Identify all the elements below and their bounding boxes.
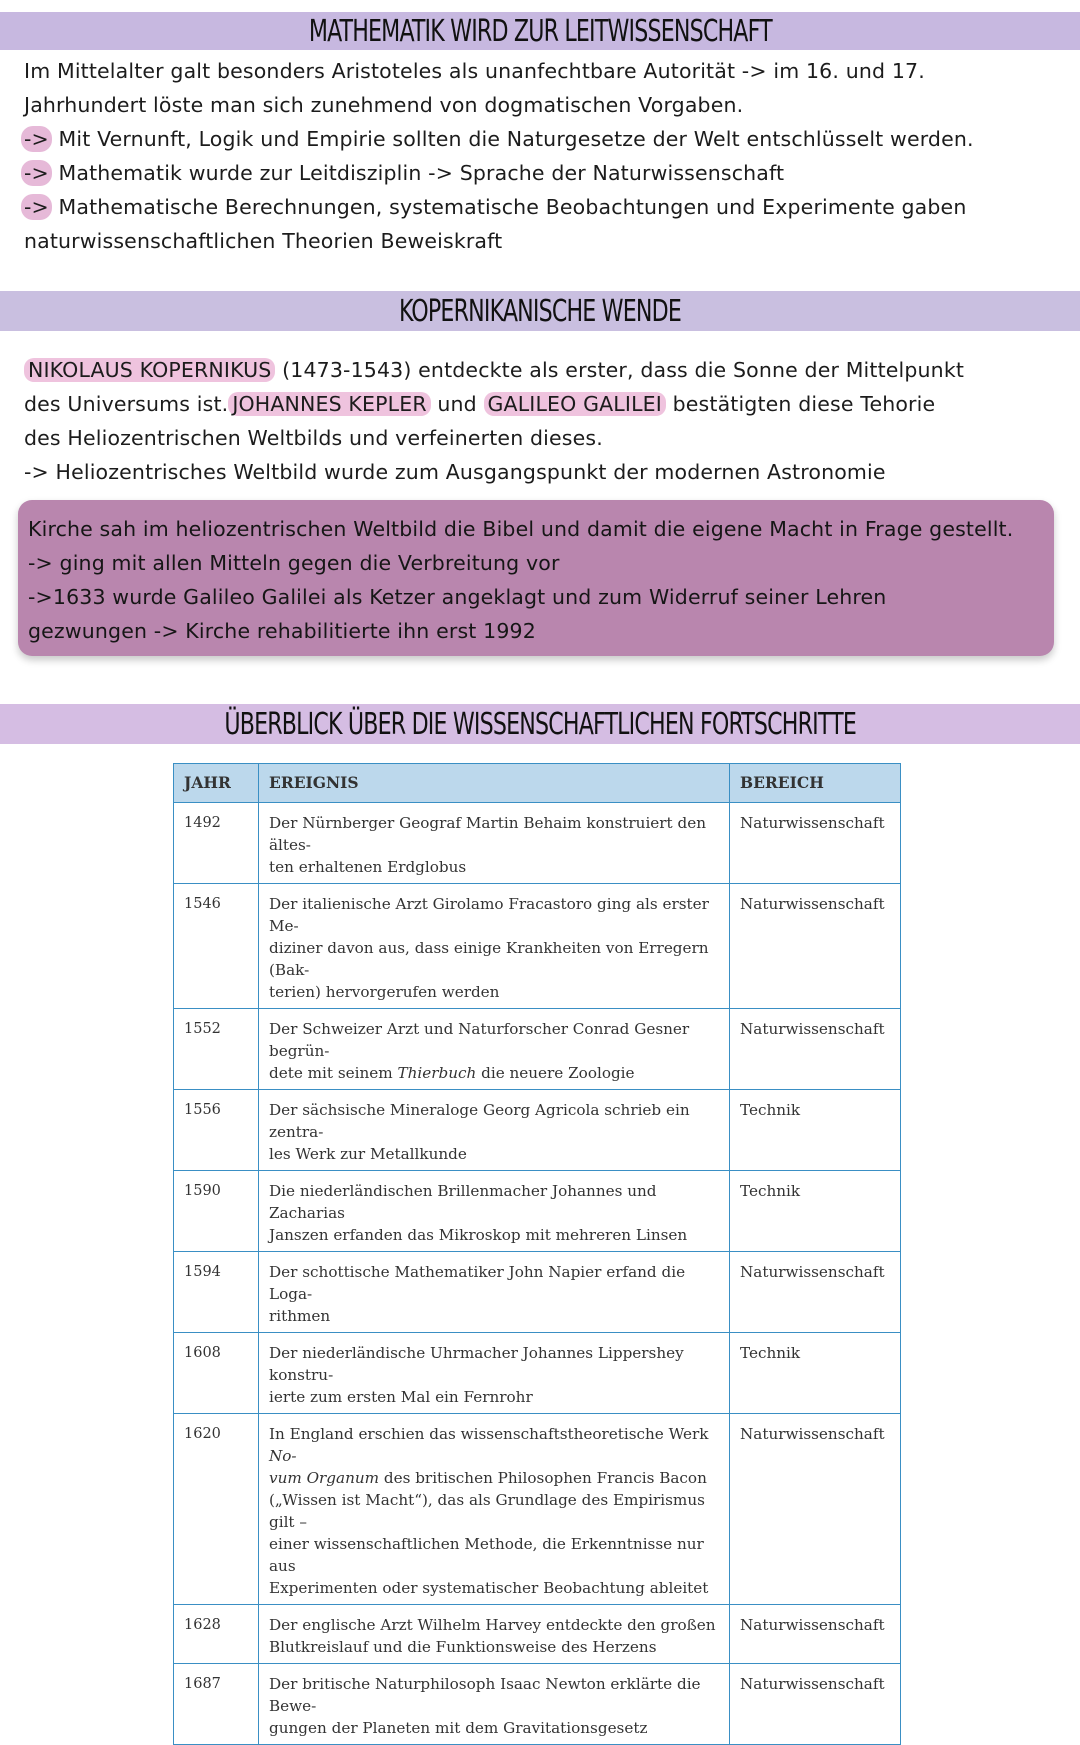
cell-area: Naturwissenschaft	[730, 1414, 901, 1605]
box-line: -> ging mit allen Mitteln gegen die Verbreitung vor	[28, 551, 560, 575]
table-header-row	[174, 764, 901, 803]
table-row	[174, 803, 901, 884]
bullet-text: Mathematische Berechnungen, systematische Beobachtungen und Experimente gaben	[51, 195, 967, 219]
name-highlight: JOHANNES KEPLER	[228, 392, 430, 416]
progress-table	[173, 763, 901, 1745]
bullet-text: Mathematik wurde zur Leitdisziplin -> Sprache der Naturwissenschaft	[51, 161, 785, 185]
cell-event: Der niederländische Uhrmacher Johannes Lippershey konstru- ierte zum ersten Mal ein Fernrohr	[259, 1333, 730, 1414]
table-row	[174, 1333, 901, 1414]
arrow-highlight: ->	[21, 194, 52, 220]
cell-event: Der sächsische Mineraloge Georg Agricola schrieb ein zentra- les Werk zur Metallkunde	[259, 1090, 730, 1171]
text-span: (1473-1543) entdeckte als erster, dass die Sonne der Mittelpunkt	[275, 358, 965, 382]
table-row	[174, 1090, 901, 1171]
cell-event: In England erschien das wissenschaftstheoretische Werk No- vum Organum des britischen Philosophen Francis Bacon („Wissen ist Macht“), das als Grundlage des Empirismus gilt – einer wissenschaftlichen Methode, die Erkenntnisse nur aus Experimenten oder systematischer Beobachtung ableitet	[259, 1414, 730, 1605]
text-span: des Universums ist.	[24, 392, 229, 416]
cell-area: Technik	[730, 1171, 901, 1252]
text-span: und	[430, 392, 484, 416]
cell-event: Der italienische Arzt Girolamo Fracastoro ging als erster Me- diziner davon aus, dass einige Krankheiten von Erregern (Bak- terien) hervorgerufen werden	[259, 884, 730, 1009]
section-title: ÜBERBLICK ÜBER DIE WISSENSCHAFTLICHEN FORTSCHRITTE	[224, 706, 856, 742]
cell-area: Naturwissenschaft	[730, 1252, 901, 1333]
cell-year: 1687	[174, 1664, 259, 1745]
cell-area: Naturwissenschaft	[730, 1009, 901, 1090]
book-title: Thierbuch	[397, 1064, 477, 1082]
text-line: des Heliozentrischen Weltbilds und verfeinerten dieses.	[24, 426, 603, 450]
bullet-line	[24, 156, 1054, 190]
header-year: JAHR	[174, 764, 259, 803]
arrow-highlight: ->	[21, 126, 52, 152]
cell-area: Naturwissenschaft	[730, 884, 901, 1009]
book-title: No- vum Organum	[269, 1447, 380, 1487]
box-line: Kirche sah im heliozentrischen Weltbild die Bibel und damit die eigene Macht in Frage gestellt.	[28, 517, 1014, 541]
cell-year: 1590	[174, 1171, 259, 1252]
cell-year: 1594	[174, 1252, 259, 1333]
table-row	[174, 1252, 901, 1333]
section-banner-ueberblick	[0, 704, 1080, 744]
table-row	[174, 1664, 901, 1745]
text-line	[24, 387, 1054, 421]
cell-event: Der schottische Mathematiker John Napier erfand die Loga- rithmen	[259, 1252, 730, 1333]
section-title: KOPERNIKANISCHE WENDE	[398, 293, 682, 329]
cell-event: Der Schweizer Arzt und Naturforscher Conrad Gesner begrün- dete mit seinem Thierbuch die neuere Zoologie	[259, 1009, 730, 1090]
name-highlight: GALILEO GALILEI	[484, 392, 666, 416]
table-row	[174, 1414, 901, 1605]
arrow-highlight: ->	[21, 160, 52, 186]
name-highlight: NIKOLAUS KOPERNIKUS	[24, 358, 275, 382]
text-line: -> Heliozentrisches Weltbild wurde zum Ausgangspunkt der modernen Astronomie	[24, 460, 886, 484]
table-row	[174, 1605, 901, 1664]
cell-year: 1620	[174, 1414, 259, 1605]
bullet-text: Mit Vernunft, Logik und Empirie sollten die Naturgesetze der Welt entschlüsselt werden.	[51, 127, 974, 151]
cell-area: Technik	[730, 1333, 901, 1414]
table-body	[174, 803, 901, 1745]
cell-event: Der englische Arzt Wilhelm Harvey entdeckte den großen Blutkreislauf und die Funktionsweise des Herzens	[259, 1605, 730, 1664]
section-banner-kopernikus	[0, 291, 1080, 331]
cell-area: Naturwissenschaft	[730, 803, 901, 884]
text-line	[24, 353, 1054, 387]
table-row	[174, 1009, 901, 1090]
text-line: naturwissenschaftlichen Theorien Beweiskraft	[24, 229, 503, 253]
cell-year: 1628	[174, 1605, 259, 1664]
cell-event: Der britische Naturphilosoph Isaac Newton erklärte die Bewe- gungen der Planeten mit dem Gravitationsgesetz	[259, 1664, 730, 1745]
section-text-kopernikus	[24, 353, 1054, 489]
text-line: Im Mittelalter galt besonders Aristoteles als unanfechtbare Autorität -> im 16. und 17.	[24, 59, 925, 83]
table-row	[174, 1171, 901, 1252]
box-line: gezwungen -> Kirche rehabilitierte ihn erst 1992	[28, 619, 536, 643]
text-span: bestätigten diese Tehorie	[665, 392, 936, 416]
bullet-line	[24, 190, 1054, 224]
cell-year: 1556	[174, 1090, 259, 1171]
section-title: MATHEMATIK WIRD ZUR LEITWISSENSCHAFT	[308, 13, 772, 49]
church-info-box	[18, 500, 1054, 656]
bullet-line	[24, 122, 1054, 156]
cell-event: Die niederländischen Brillenmacher Johannes und Zacharias Janszen erfanden das Mikroskop mit mehreren Linsen	[259, 1171, 730, 1252]
section-banner-mathematik	[0, 12, 1080, 50]
cell-year: 1608	[174, 1333, 259, 1414]
cell-area: Naturwissenschaft	[730, 1605, 901, 1664]
cell-area: Technik	[730, 1090, 901, 1171]
cell-year: 1492	[174, 803, 259, 884]
cell-year: 1552	[174, 1009, 259, 1090]
cell-event: Der Nürnberger Geograf Martin Behaim konstruiert den ältes- ten erhaltenen Erdglobus	[259, 803, 730, 884]
section-text-mathematik	[24, 54, 1054, 258]
box-line: ->1633 wurde Galileo Galilei als Ketzer angeklagt und zum Widerruf seiner Lehren	[28, 585, 887, 609]
table-row	[174, 884, 901, 1009]
cell-area: Naturwissenschaft	[730, 1664, 901, 1745]
cell-year: 1546	[174, 884, 259, 1009]
header-event: EREIGNIS	[259, 764, 730, 803]
text-line: Jahrhundert löste man sich zunehmend von dogmatischen Vorgaben.	[24, 93, 744, 117]
header-area: BEREICH	[730, 764, 901, 803]
